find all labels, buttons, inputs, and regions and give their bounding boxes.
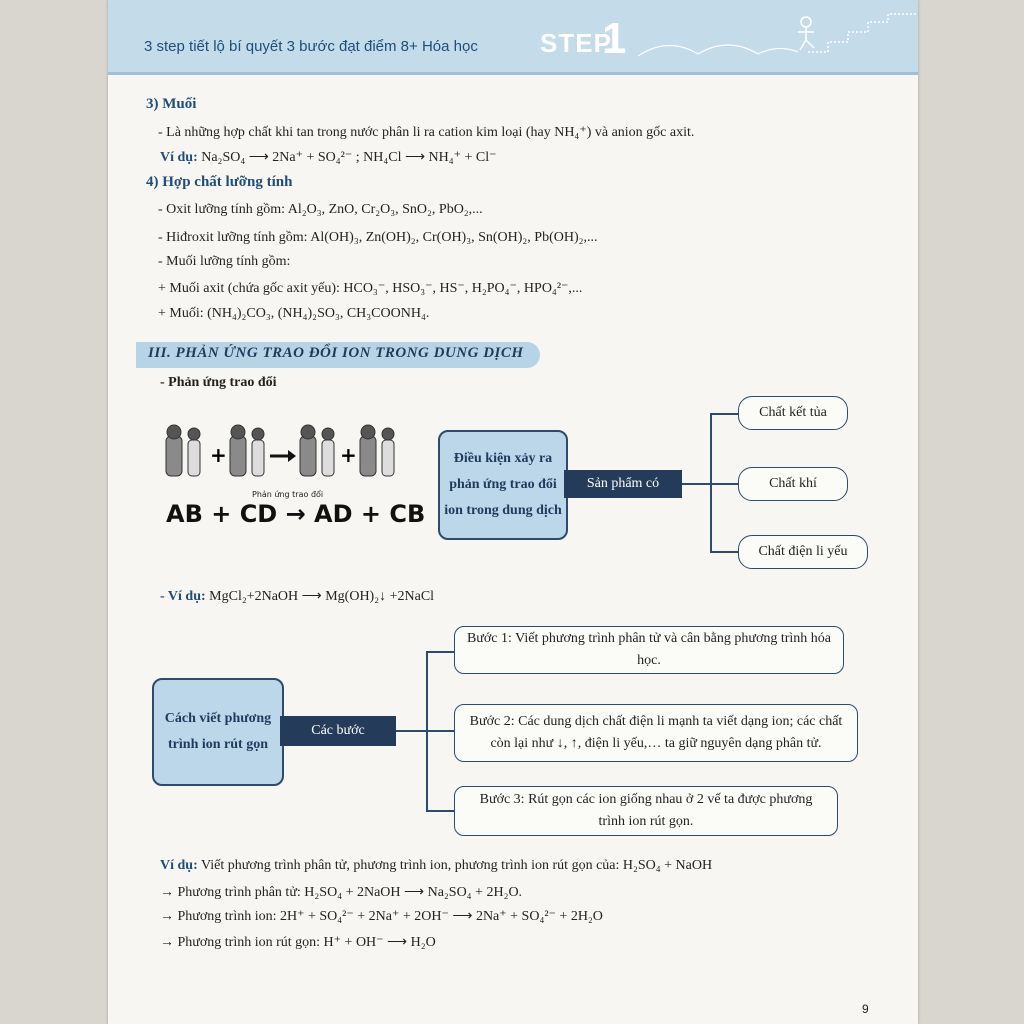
svg-text:+: + xyxy=(210,443,227,467)
section-3-example xyxy=(160,149,497,166)
step-1-box: Bước 1: Viết phương trình phân tử và cân bằng phương trình hóa học. xyxy=(454,626,844,674)
connector-line xyxy=(710,551,738,553)
connector-line xyxy=(426,810,454,812)
example-text: Viết phương trình phân tử, phương trình ion, phương trình ion rút gọn của: H₂SO₄ + NaOH xyxy=(200,858,713,873)
connector-line xyxy=(710,413,738,415)
step-label: STEP xyxy=(540,28,612,58)
step-number: 1 xyxy=(602,14,627,63)
condition-bar: Sản phẩm có xyxy=(564,470,682,498)
equation-ionic: → Phương trình ion: 2H⁺ + SO₄²⁻ + 2Na⁺ + 2OH⁻ ⟶ 2Na⁺ + SO₄²⁻ + 2H₂O xyxy=(160,909,603,924)
exchange-reaction-cartoon-icon xyxy=(164,422,404,492)
section-4-line: - Oxit lưỡng tính gồm: Al₂O₃, ZnO, Cr₂O₃, SnO₂, PbO₂,... xyxy=(158,202,483,217)
equation-molecular: → Phương trình phân tử: H₂SO₄ + 2NaOH ⟶ Na₂SO₄ + 2H₂O. xyxy=(160,885,523,900)
step-3-box: Bước 3: Rút gọn các ion giống nhau ở 2 vế ta được phương trình ion rút gọn. xyxy=(454,786,838,836)
example-label: Ví dụ: xyxy=(160,150,198,165)
example-label: - Ví dụ: xyxy=(160,589,206,604)
equation-net-ionic: → Phương trình ion rút gọn: H⁺ + OH⁻ ⟶ H₂O xyxy=(160,935,436,950)
final-example xyxy=(160,858,712,874)
book-page xyxy=(108,0,918,1024)
exchange-subheading: - Phản ứng trao đổi xyxy=(160,375,277,390)
product-weak-electrolyte: Chất điện li yếu xyxy=(738,535,868,569)
section-4-heading: 4) Hợp chất lưỡng tính xyxy=(146,174,293,190)
section-4-line: - Hiđroxit lưỡng tính gồm: Al(OH)₃, Zn(OH)₂, Cr(OH)₃, Sn(OH)₂, Pb(OH)₂,... xyxy=(158,230,598,245)
svg-text:+: + xyxy=(340,443,357,467)
example-text: MgCl₂+2NaOH ⟶ Mg(OH)₂↓ +2NaCl xyxy=(209,589,435,604)
product-precipitate: Chất kết tủa xyxy=(738,396,848,430)
reaction-example xyxy=(160,588,434,605)
section-4-line: - Muối lưỡng tính gồm: xyxy=(158,254,291,269)
connector-line xyxy=(396,730,426,732)
section-3-heading: 3) Muối xyxy=(146,96,197,112)
method-bar: Các bước xyxy=(280,716,396,746)
connector-line xyxy=(426,651,454,653)
condition-box: Điều kiện xảy ra phản ứng trao đổi ion trong dung dịch xyxy=(438,430,568,540)
header-title: 3 step tiết lộ bí quyết 3 bước đạt điểm 8+ Hóa học xyxy=(144,38,478,55)
cartoon-caption: Phản ứng trao đổi xyxy=(252,490,324,499)
connector-line xyxy=(682,483,710,485)
connector-line xyxy=(710,483,738,485)
page-number: 9 xyxy=(862,1002,869,1016)
step-2-box: Bước 2: Các dung dịch chất điện li mạnh ta viết dạng ion; các chất còn lại như ↓, ↑, điện li yếu,… ta giữ nguyên dạng phân tử. xyxy=(454,704,858,762)
exchange-formula: AB + CD → AD + CB xyxy=(166,500,426,528)
method-box: Cách viết phương trình ion rút gọn xyxy=(152,678,284,786)
example-text: Na₂SO₄ ⟶ 2Na⁺ + SO₄²⁻ ; NH₄Cl ⟶ NH₄⁺ + Cl⁻ xyxy=(201,150,497,165)
section-title: III. PHẢN ỨNG TRAO ĐỔI ION TRONG DUNG DỊCH xyxy=(148,345,524,361)
section-4-line: + Muối: (NH₄)₂CO₃, (NH₄)₂SO₃, CH₃COONH₄. xyxy=(158,306,430,321)
section-4-line: + Muối axit (chứa gốc axit yếu): HCO₃⁻, HSO₃⁻, HS⁻, H₂PO₄⁻, HPO₄²⁻,... xyxy=(158,281,583,296)
staircase-runner-icon xyxy=(628,6,918,72)
connector-line xyxy=(426,730,454,732)
product-gas: Chất khí xyxy=(738,467,848,501)
example-label: Ví dụ: xyxy=(160,858,198,873)
section-3-line: - Là những hợp chất khi tan trong nước phân li ra cation kim loại (hay NH₄⁺) và anion gốc axit. xyxy=(158,125,695,140)
